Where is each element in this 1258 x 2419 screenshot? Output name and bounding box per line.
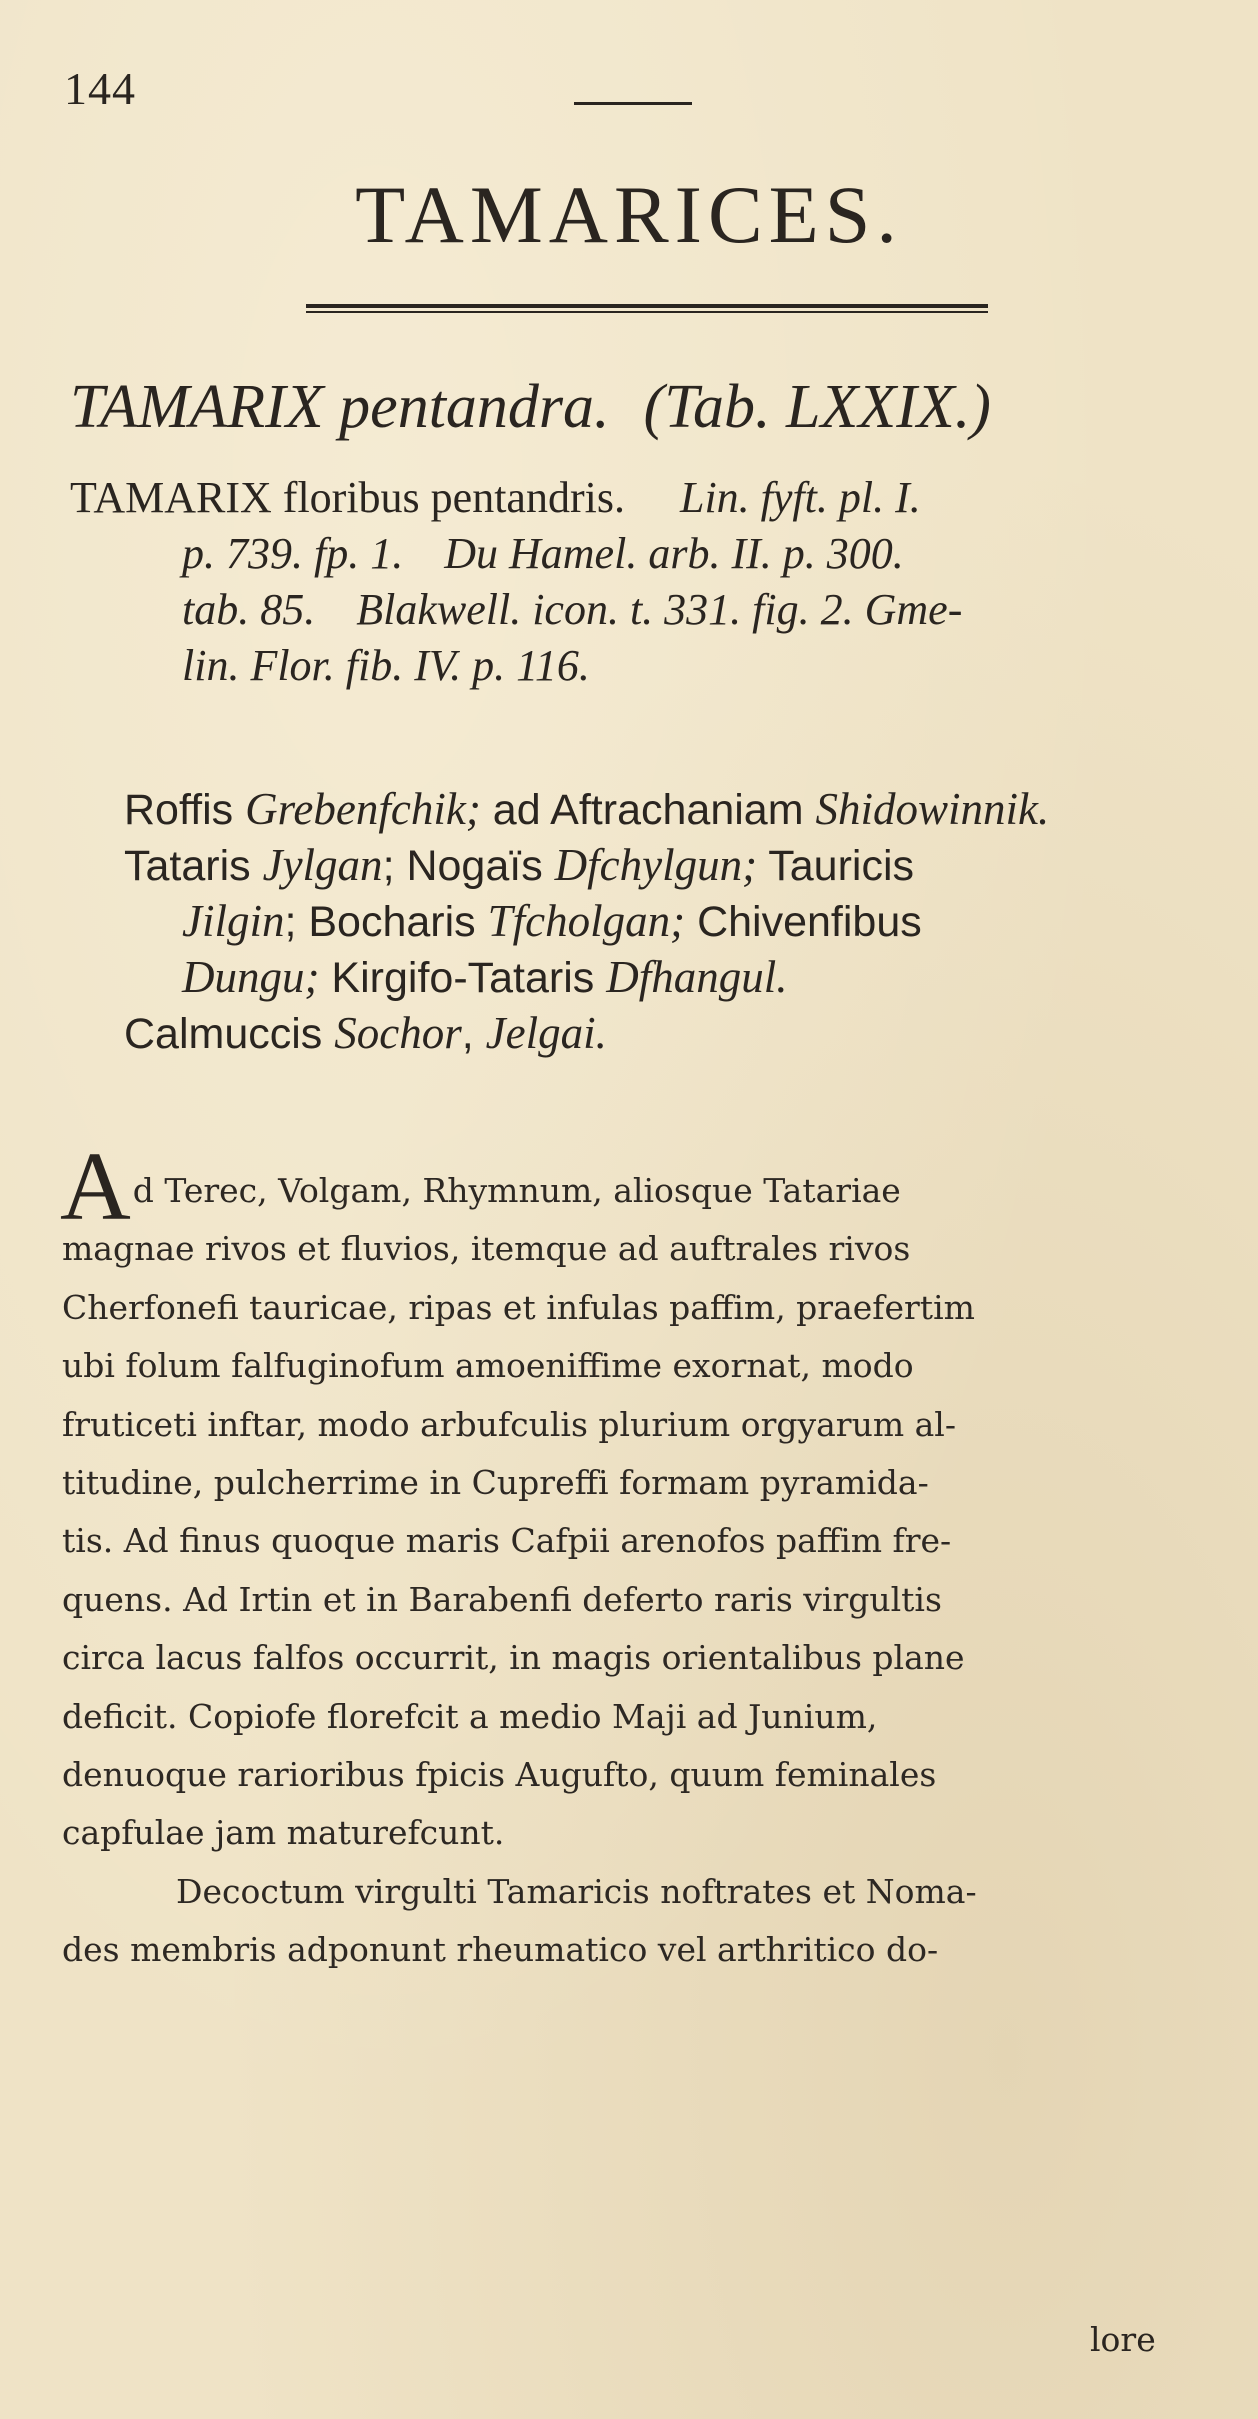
body-line xyxy=(60,1571,1210,1629)
vernacular-name: Tfcholgan; xyxy=(487,896,686,946)
vernacular-name: Dungu; xyxy=(182,952,320,1002)
synonymy-line xyxy=(70,638,1210,694)
body-line-text: fruticeti inftar, modo arbufculis plurium orgyarum al- xyxy=(62,1404,956,1444)
vernacular-name: Jelgai. xyxy=(485,1008,607,1058)
body-line xyxy=(60,1220,1210,1278)
vernacular-name: Grebenfchik; xyxy=(245,784,481,834)
body-line-text: Decoctum virgulti Tamaricis noftrates et Noma- xyxy=(176,1871,977,1911)
body-line xyxy=(60,1863,1210,1921)
body-text xyxy=(60,1133,1210,1979)
synonymy-ref: Lin. fyft. pl. I. xyxy=(679,473,921,522)
body-line-text: titudine, pulcherrime in Cupreffi formam pyramida- xyxy=(62,1462,929,1502)
vernacular-name: Dfhangul. xyxy=(606,952,788,1002)
species-heading xyxy=(70,372,991,443)
synonymy-block xyxy=(70,470,1210,694)
page-title: TAMARICES. xyxy=(355,169,903,260)
species-epithet: pentandra. xyxy=(339,373,610,441)
vernacular-text: , xyxy=(461,1010,486,1058)
title-double-rule xyxy=(306,304,988,314)
synonymy-text: p. 739. fp. 1. xyxy=(182,529,404,578)
body-line xyxy=(60,1133,1210,1241)
body-line-text: Cherfonefi tauricae, ripas et infulas paffim, praefertim xyxy=(62,1287,975,1327)
body-line xyxy=(60,1921,1210,1979)
synonymy-line xyxy=(70,470,1210,526)
page-number: 144 xyxy=(64,63,136,114)
body-line-text: ubi folum falfuginofum amoeniffime exornat, modo xyxy=(62,1346,914,1386)
species-genus: TAMARIX xyxy=(70,373,324,441)
body-line xyxy=(60,1688,1210,1746)
vernacular-line xyxy=(70,892,1220,948)
synonymy-line xyxy=(70,526,1210,582)
vernacular-text: Tataris xyxy=(124,842,263,890)
vernacular-name: Sochor xyxy=(334,1008,462,1058)
synonymy-line xyxy=(70,582,1210,638)
body-line xyxy=(60,1396,1210,1454)
body-line xyxy=(60,1804,1210,1862)
body-line xyxy=(60,1279,1210,1337)
vernacular-name: Dfchylgun; xyxy=(554,840,758,890)
body-line-text: des membris adponunt rheumatico vel arthritico do- xyxy=(62,1930,939,1970)
body-line xyxy=(60,1746,1210,1804)
vernacular-line xyxy=(70,780,1220,836)
vernacular-line xyxy=(70,1004,1220,1060)
synonymy-ref: Du Hamel. arb. II. p. 300. xyxy=(444,529,904,578)
synonymy-text: tab. 85. xyxy=(182,585,316,634)
vernacular-text: ad Aftrachaniam xyxy=(480,786,816,834)
vernacular-text: Tauricis xyxy=(757,842,915,890)
synonymy-text: lin. Flor. fib. IV. p. 116. xyxy=(182,641,590,690)
vernacular-text: Calmuccis xyxy=(124,1010,335,1058)
rule-thick xyxy=(306,304,988,308)
catchword: lore xyxy=(1090,2320,1156,2359)
vernacular-text: Kirgifo-Tataris xyxy=(319,954,607,1002)
body-line-text: magnae rivos et fluvios, itemque ad auftrales rivos xyxy=(62,1229,911,1269)
body-line-text: capfulae jam maturefcunt. xyxy=(62,1813,505,1853)
vernacular-name: Jylgan xyxy=(262,840,383,890)
drop-cap: A xyxy=(60,1133,131,1241)
header-rule xyxy=(574,102,692,105)
vernacular-names xyxy=(70,780,1220,1060)
body-line-text: deficit. Copiofe florefcit a medio Maji ad Junium, xyxy=(62,1696,878,1736)
body-line xyxy=(60,1629,1210,1687)
vernacular-text: ; Bocharis xyxy=(284,898,488,946)
species-plate: (Tab. LXXIX.) xyxy=(643,373,991,441)
body-line-text: denuoque rarioribus fpicis Augufto, quum feminales xyxy=(62,1754,937,1794)
synonymy-text: TAMARIX floribus pentandris. xyxy=(70,473,625,522)
vernacular-name: Shidowinnik. xyxy=(815,784,1050,834)
vernacular-line xyxy=(70,948,1220,1004)
body-line-text: circa lacus falfos occurrit, in magis orientalibus plane xyxy=(62,1638,965,1678)
body-line xyxy=(60,1512,1210,1570)
body-line-text: tis. Ad finus quoque maris Cafpii arenofos paffim fre- xyxy=(62,1521,952,1561)
synonymy-ref: Blakwell. icon. t. 331. fig. 2. Gme- xyxy=(356,585,963,634)
vernacular-text: ; Nogaïs xyxy=(382,842,555,890)
body-line-text: d Terec, Volgam, Rhymnum, aliosque Tatariae xyxy=(132,1171,901,1210)
rule-thin xyxy=(306,311,988,313)
vernacular-text: Roffis xyxy=(124,786,246,834)
vernacular-name: Jilgin xyxy=(182,896,285,946)
vernacular-text: Chivenfibus xyxy=(685,898,922,946)
vernacular-line xyxy=(70,836,1220,892)
body-line xyxy=(60,1337,1210,1395)
body-line xyxy=(60,1454,1210,1512)
body-line-text: quens. Ad Irtin et in Barabenfi deferto raris virgultis xyxy=(62,1579,942,1619)
